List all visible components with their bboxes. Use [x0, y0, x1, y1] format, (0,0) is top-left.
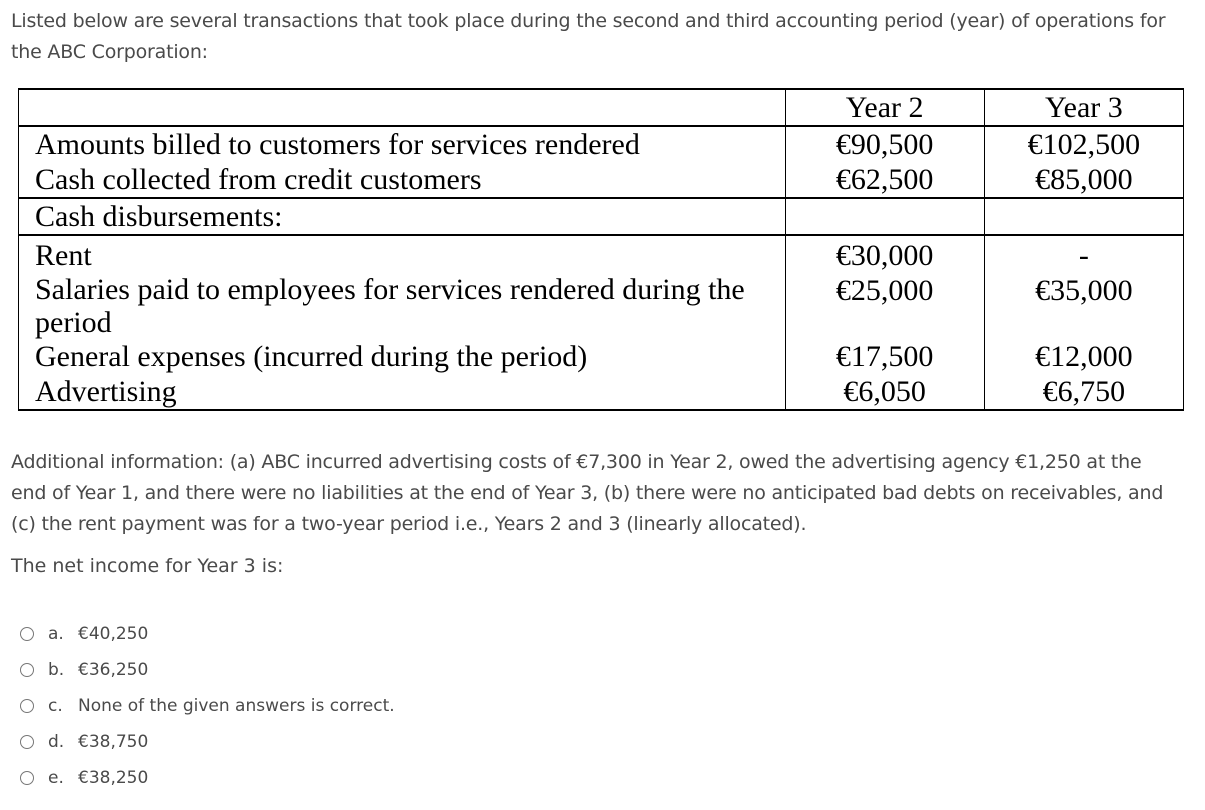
row-year-2-value: €62,500 [785, 162, 984, 198]
row-label [19, 273, 786, 339]
header-year-3: Year 3 [984, 89, 1183, 126]
header-label [19, 89, 786, 126]
table-row [19, 235, 1184, 273]
answer-option-b[interactable] [20, 652, 395, 688]
answer-options [20, 616, 395, 796]
row-label-line-2: period [35, 306, 112, 339]
answer-option-a[interactable] [20, 616, 395, 652]
answer-letter: b. [48, 660, 65, 680]
answer-text[interactable]: €36,250 [78, 660, 149, 680]
radio-button-icon[interactable] [20, 663, 34, 677]
row-label: General expenses (incurred during the period) [19, 339, 786, 374]
intro-text: Listed below are several transactions that took place during the second and third accounting period (year) of operations for the ABC Corporation: [11, 10, 1166, 63]
answer-letter: e. [48, 768, 64, 788]
row-year-2-value: €25,000 [785, 273, 984, 339]
answer-letter: a. [48, 624, 64, 644]
row-label: Rent [19, 235, 786, 273]
table-header-row [19, 89, 1184, 126]
table-row [19, 374, 1184, 410]
answer-letter: d. [48, 732, 65, 752]
answer-text[interactable]: €38,250 [78, 768, 149, 788]
answer-text[interactable]: None of the given answers is correct. [78, 696, 395, 716]
answer-option-d[interactable] [20, 724, 395, 760]
radio-button-icon[interactable] [20, 735, 34, 749]
row-year-2-value: €30,000 [785, 235, 984, 273]
row-label: Amounts billed to customers for services rendered [19, 126, 786, 162]
answer-option-e[interactable] [20, 760, 395, 796]
row-label: Cash collected from credit customers [19, 162, 786, 198]
table-row [19, 162, 1184, 198]
table-row [19, 273, 1184, 339]
row-year-3-value: €102,500 [984, 126, 1183, 162]
table-row [19, 126, 1184, 162]
answer-option-c[interactable] [20, 688, 395, 724]
transactions-table [18, 88, 1184, 411]
row-year-3-value: €85,000 [984, 162, 1183, 198]
row-year-3-value: - [984, 235, 1183, 273]
radio-button-icon[interactable] [20, 699, 34, 713]
row-year-2-value: €90,500 [785, 126, 984, 162]
row-year-2-value [785, 198, 984, 235]
row-year-3-value: €12,000 [984, 339, 1183, 374]
additional-information: Additional information: (a) ABC incurred advertising costs of €7,300 in Year 2, owed the advertising agency €1,250 at the end of Year 1, and there were no liabilities at the end of Year 3, (b) there were no anticipated bad debts on receivables, and (c) the rent payment was for a two-year period i.e., Years 2 and 3 (linearly allocated). [11, 451, 1164, 535]
row-label: Advertising [19, 374, 786, 410]
row-label-line-1: Salaries paid to employees for services rendered during the [35, 273, 745, 306]
row-year-3-value [984, 198, 1183, 235]
radio-button-icon[interactable] [20, 771, 34, 785]
answer-letter: c. [48, 696, 63, 716]
answer-text[interactable]: €40,250 [78, 624, 149, 644]
question-text: The net income for Year 3 is: [11, 555, 284, 577]
answer-text[interactable]: €38,750 [78, 732, 149, 752]
row-year-2-value: €6,050 [785, 374, 984, 410]
table-row [19, 198, 1184, 235]
row-year-3-value: €35,000 [984, 273, 1183, 339]
row-year-3-value: €6,750 [984, 374, 1183, 410]
row-year-2-value: €17,500 [785, 339, 984, 374]
row-label: Cash disbursements: [19, 198, 786, 235]
table-row [19, 339, 1184, 374]
radio-button-icon[interactable] [20, 627, 34, 641]
header-year-2: Year 2 [785, 89, 984, 126]
